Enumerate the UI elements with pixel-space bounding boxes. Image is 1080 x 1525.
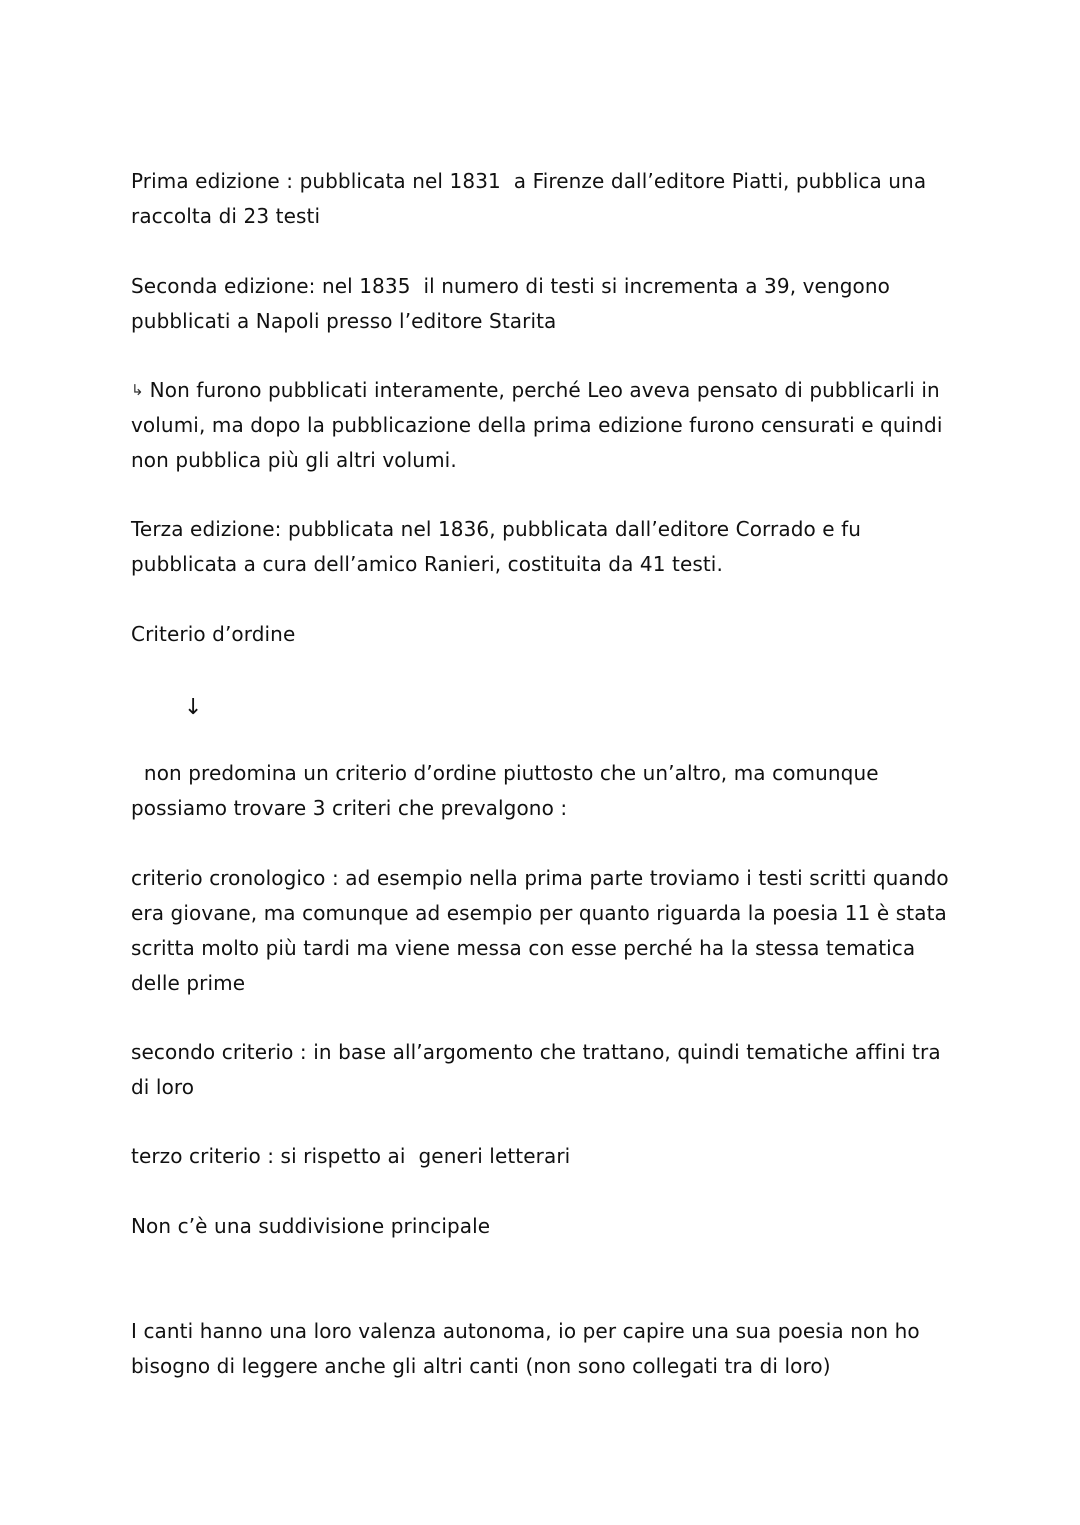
paragraph-terzo-criterio: terzo criterio : si rispetto ai generi letterari	[131, 1144, 571, 1168]
paragraph-seconda-edizione: Seconda edizione: nel 1835 il numero di testi si incrementa a 39, vengono pubblicati a Napoli presso l’editore Starita	[131, 274, 897, 333]
paragraph-criterio-cronologico: criterio cronologico : ad esempio nella prima parte troviamo i testi scritti quando era giovane, ma comunque ad esempio per quanto riguarda la poesia 11 è stata scritta molto più tardi ma viene messa con esse perché ha la stessa tematica delle prime	[131, 866, 956, 995]
paragraph-secondo-criterio: secondo criterio : in base all’argomento che trattano, quindi tematiche affini tra di loro	[131, 1040, 948, 1099]
paragraph-terza-edizione: Terza edizione: pubblicata nel 1836, pubblicata dall’editore Corrado e fu pubblicata a cura dell’amico Ranieri, costituita da 41 testi.	[131, 517, 868, 576]
down-arrow-icon: ↓	[184, 695, 203, 720]
paragraph-canti-autonoma: I canti hanno una loro valenza autonoma, io per capire una sua poesia non ho bisogno di leggere anche gli altri canti (non sono collegati tra di loro)	[131, 1319, 927, 1378]
paragraph-suddivisione: Non c’è una suddivisione principale	[131, 1214, 491, 1238]
paragraph-non-furono-pubblicati	[131, 373, 961, 478]
paragraph-prima-edizione: Prima edizione : pubblicata nel 1831 a Firenze dall’editore Piatti, pubblica una raccolta di 23 testi	[131, 169, 933, 228]
paragraph-non-predomina: non predomina un criterio d’ordine piuttosto che un’altro, ma comunque possiamo trovare 3 criteri che prevalgono :	[131, 761, 886, 820]
return-arrow-icon: ↳	[131, 381, 144, 399]
heading-criterio-ordine: Criterio d’ordine	[131, 622, 296, 646]
paragraph-non-furono-text: Non furono pubblicati interamente, perché Leo aveva pensato di pubblicarli in volumi, ma dopo la pubblicazione della prima edizione furono censurati e quindi non pubblica più gli altri volumi.	[131, 378, 949, 472]
